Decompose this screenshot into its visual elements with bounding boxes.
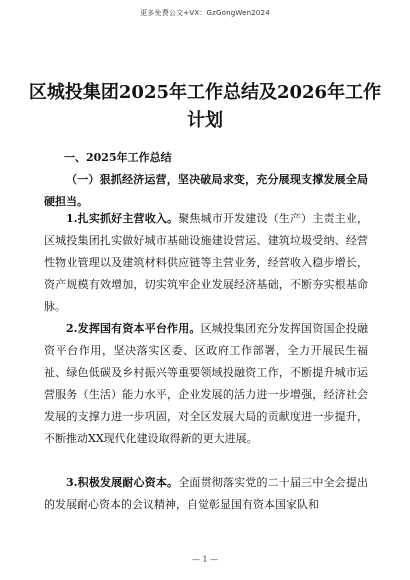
page-number: — 1 — [191,555,219,564]
paragraph-3 [44,472,368,516]
section-heading: 一、2025年工作总结 [64,151,172,164]
paragraph-1 [44,208,368,318]
paragraph-3-text: 全面贯彻落实党的二十届三中全会提出的发展耐心资本的会议精神，自觉彰显国有资本国家队和 [44,476,369,511]
paragraph-2-text: 区城投集团充分发挥国资国企投融资平台作用，坚决落实区委、区政府工作部署，全力开展民生福祉、绿色低碳及乡村振兴等重要领域投融资工作，不断提升城市运营服务（生活）能力水平，企业发展的活力进一步增强，经济社会发展的支撑力进一步巩固，对全区发展大局的贡献度进一步提升，不断推动XX现代化建设取得新的更大进展。 [44,322,369,445]
paragraph-2-lead: 2.发挥国有资本平台作用。 [66,322,201,335]
paragraph-1-text: 聚焦城市开发建设（生产）主责主业，区城投集团扎实做好城市基础设施建设营运、建筑垃圾受纳、经营性物业管理以及建筑材料供应链等主营业务，经营收入稳步增长，资产规模有效增加，切实筑牢企业发展经济基础，不断夯实根基命脉。 [44,212,369,313]
paragraph-1-lead: 1.扎实抓好主营收入。 [66,212,179,225]
paragraph-3-lead: 3.积极发展耐心资本。 [66,476,179,489]
paragraph-2 [44,318,368,450]
document-title: 区城投集团2025年工作总结及2026年工作计划 [28,82,382,131]
subsection-heading: （一）狠抓经济运营，坚决破局求变，充分展现支撑发展全局硬担当。 [44,173,368,208]
header-note: 更多免费公文+VX：GzGongWen2024 [140,9,270,17]
